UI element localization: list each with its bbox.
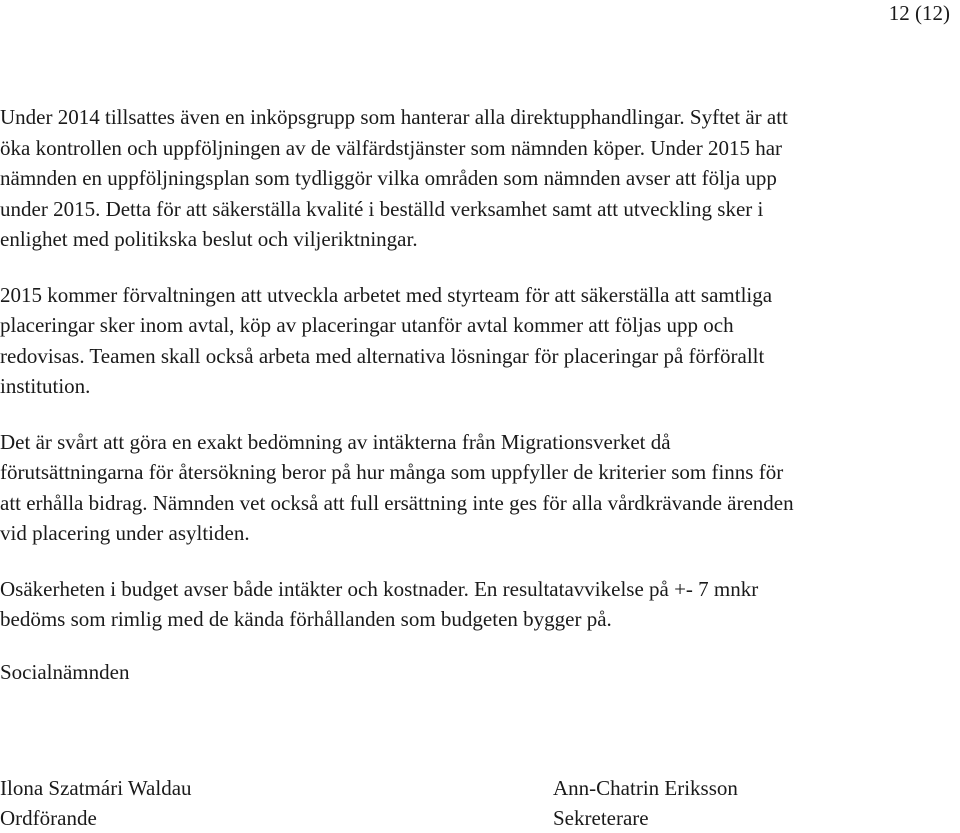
signature-role: Ordförande	[0, 806, 97, 830]
signature-secretary	[553, 773, 738, 833]
signature-chair	[0, 773, 192, 833]
organization-name: Socialnämnden	[0, 660, 130, 684]
paragraph-budget-uncertainty: Osäkerheten i budget avser både intäkter och kostnader. En resultatavvikelse på +- 7 mnkr bedöms som rimlig med de kända förhållanden som budgeten bygger på.	[0, 576, 759, 631]
paragraph-migration-revenue: Det är svårt att göra en exakt bedömning av intäkterna från Migrationsverket då förutsättningarna för återsökning beror på hur många som uppfyller de kriterier som finns för att erhålla bidrag. Nämnden vet också att full ersättning inte ges för alla vårdkrävande ärenden vid placering under asyltiden.	[0, 429, 794, 545]
page-number: 12 (12)	[888, 1, 950, 25]
paragraph-steering-teams: 2015 kommer förvaltningen att utveckla arbetet med styrteam för att säkerställa att samtliga placeringar sker inom avtal, köp av placeringar utanför avtal kommer att följas upp och redovisas. Teamen skall också arbeta med alternativa lösningar för placeringar på förförallt institution.	[0, 282, 773, 398]
signature-name: Ann-Chatrin Eriksson	[553, 776, 738, 800]
document-body	[0, 102, 955, 660]
signature-name: Ilona Szatmári Waldau	[0, 776, 192, 800]
paragraph-procurement: Under 2014 tillsattes även en inköpsgrupp som hanterar alla direktupphandlingar. Syftet är att öka kontrollen och uppföljningen av de välfärdstjänster som nämnden köper. Under 2015 har nämnden en uppföljningsplan som tydliggör vilka områden som nämnden avser att följa upp under 2015. Detta för att säkerställa kvalité i beställd verksamhet samt att utveckling sker i enlighet med politikska beslut och viljeriktningar.	[0, 105, 788, 251]
signature-role: Sekreterare	[553, 806, 649, 830]
